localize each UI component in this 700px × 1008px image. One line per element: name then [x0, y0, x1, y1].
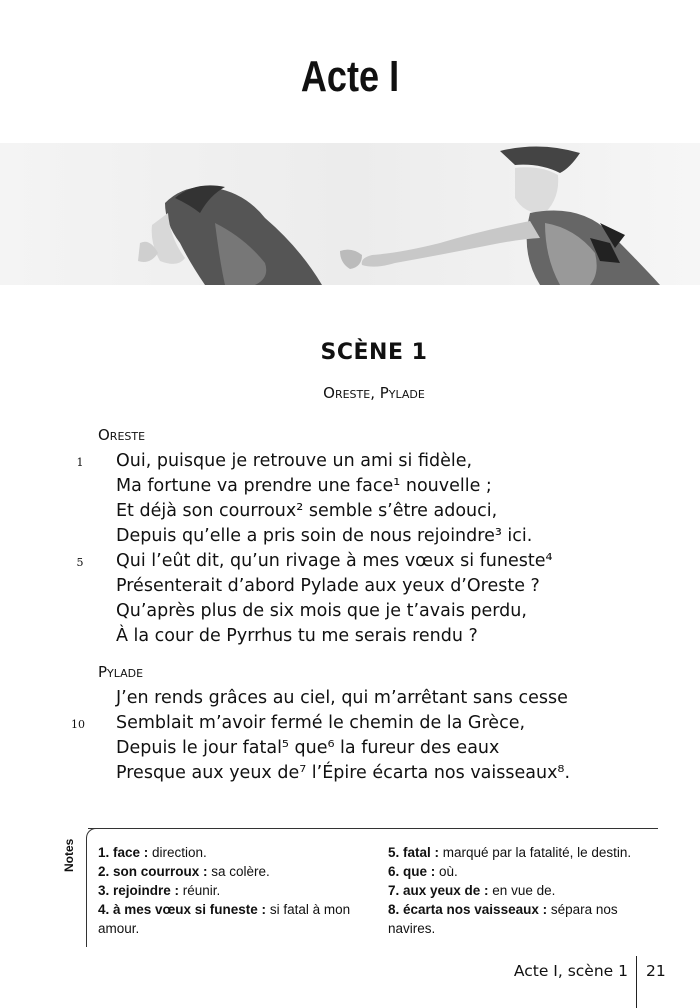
- running-footer: Acte I, scène 1: [513, 962, 628, 980]
- verse-line: Présenterait d’abord Pylade aux yeux d’Oreste ?: [116, 576, 540, 596]
- note-definition: si fatal à mon amour.: [98, 902, 351, 936]
- note-definition: en vue de.: [488, 883, 556, 898]
- note-definition: réunir.: [179, 883, 221, 898]
- note-item: [388, 843, 631, 862]
- note-definition: direction.: [148, 845, 207, 860]
- act-title: Acte I: [300, 52, 400, 101]
- speaker-pylade: Pylade: [98, 663, 144, 681]
- verse-line: Ma fortune va prendre une face¹ nouvelle ;: [116, 476, 492, 496]
- verse-line: J’en rends grâces au ciel, qui m’arrêtant sans cesse: [116, 688, 568, 708]
- note-item: [388, 881, 555, 900]
- line-number: 1: [76, 456, 84, 469]
- verse-line: Qu’après plus de six mois que je t’avais perdu,: [116, 601, 527, 621]
- line-number: 5: [76, 556, 84, 569]
- note-term: 2. son courroux :: [98, 864, 208, 879]
- notes-divider: [88, 828, 658, 829]
- note-item: [98, 900, 370, 938]
- note-definition: marqué par la fatalité, le destin.: [439, 845, 632, 860]
- note-item: [388, 862, 458, 881]
- engraving-illustration: [0, 143, 700, 285]
- note-item: [98, 843, 207, 862]
- verse-line: Depuis le jour fatal⁵ que⁶ la fureur des eaux: [116, 738, 500, 758]
- verse-line: Semblait m’avoir fermé le chemin de la Grèce,: [116, 713, 526, 733]
- note-term: 6. que :: [388, 864, 436, 879]
- note-definition: sépara nos navires.: [388, 902, 618, 936]
- note-term: 3. rejoindre :: [98, 883, 180, 898]
- note-term: 7. aux yeux de :: [388, 883, 489, 898]
- notes-label: Notes: [62, 838, 76, 872]
- verse-line: Depuis qu’elle a pris soin de nous rejoindre³ ici.: [116, 526, 533, 546]
- line-number: 10: [71, 718, 85, 731]
- character-pylade: Pylade: [379, 384, 425, 402]
- page-number: 21: [646, 962, 666, 980]
- notes-bracket: [86, 828, 97, 947]
- speaker-oreste: Oreste: [98, 426, 146, 444]
- character-separator: ,: [370, 384, 380, 402]
- note-term: 4. à mes vœux si funeste :: [98, 902, 267, 917]
- footer-divider: [636, 956, 637, 1008]
- verse-line: Oui, puisque je retrouve un ami si fidèle,: [116, 451, 473, 471]
- character-list: [0, 384, 700, 402]
- verse-line: À la cour de Pyrrhus tu me serais rendu ?: [116, 626, 478, 646]
- verse-line: Et déjà son courroux² semble s’être adouci,: [116, 501, 498, 521]
- scene-title: SCÈNE 1: [320, 340, 428, 365]
- verse-line: Qui l’eût dit, qu’un rivage à mes vœux si funeste⁴: [116, 551, 553, 571]
- verse-line: Presque aux yeux de⁷ l’Épire écarta nos vaisseaux⁸.: [116, 763, 571, 783]
- note-item: [388, 900, 638, 938]
- note-definition: sa colère.: [207, 864, 270, 879]
- character-oreste: Oreste: [323, 384, 371, 402]
- note-item: [98, 862, 270, 881]
- note-term: 8. écarta nos vaisseaux :: [388, 902, 548, 917]
- note-term: 5. fatal :: [388, 845, 440, 860]
- note-definition: où.: [435, 864, 458, 879]
- note-item: [98, 881, 220, 900]
- note-term: 1. face :: [98, 845, 149, 860]
